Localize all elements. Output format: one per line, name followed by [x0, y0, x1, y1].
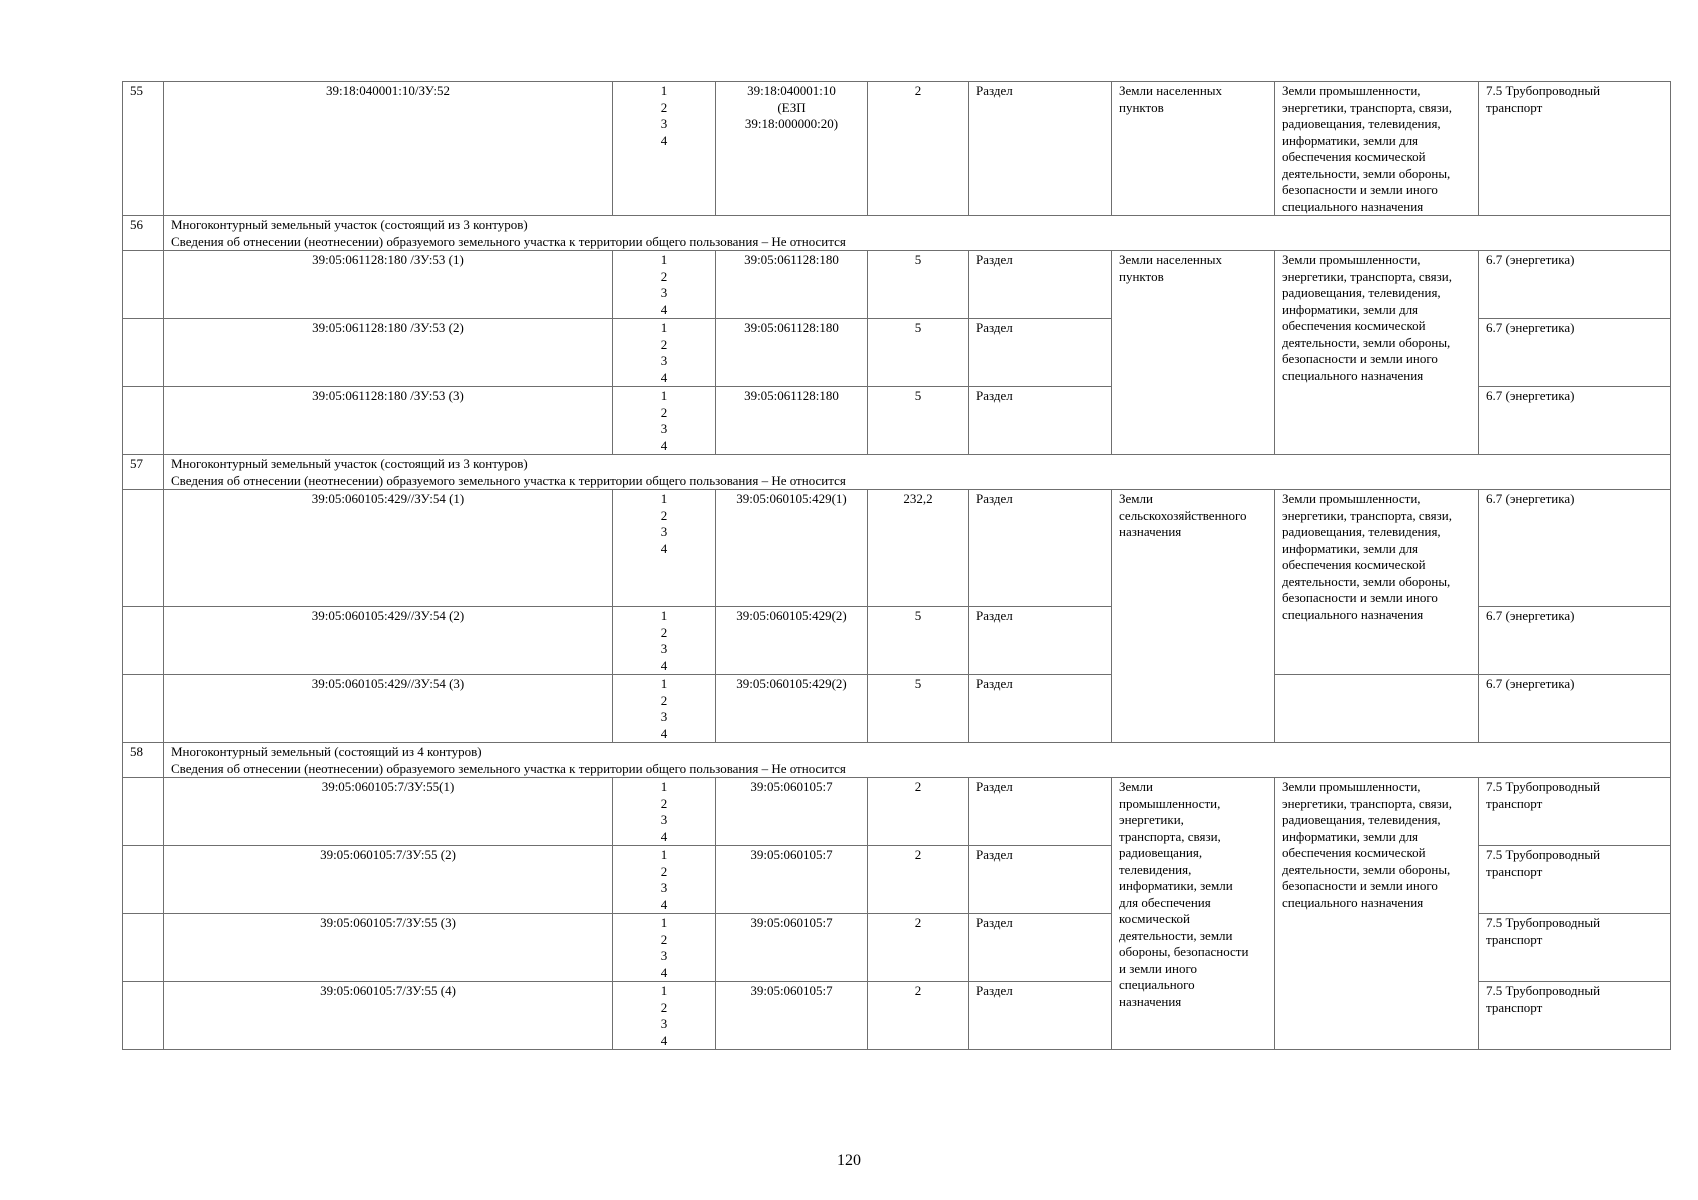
table-row — [123, 778, 1671, 846]
cadastral-number: 39:05:061128:180 /ЗУ:53 (1) — [164, 251, 613, 319]
points-list: 1 2 3 4 — [613, 914, 716, 982]
permitted-use: 7.5 Трубопроводный транспорт — [1479, 82, 1671, 216]
source-parcel: 39:05:060105:429(2) — [716, 675, 868, 743]
empty-cell — [123, 778, 164, 846]
page-number: 120 — [837, 1152, 861, 1169]
area-value: 2 — [868, 914, 969, 982]
permitted-use: 7.5 Трубопроводный транспорт — [1479, 846, 1671, 914]
table-group-header — [123, 216, 1671, 251]
land-category: Земли населенных пунктов — [1112, 82, 1275, 216]
group-description: Многоконтурный земельный (состоящий из 4 контуров) Сведения об отнесении (неотнесении) образуемого земельного участка к территории общего пользования – Не относится — [164, 743, 1671, 778]
target-land-category: Земли промышленности, энергетики, транспорта, связи, радиовещания, телевидения, информатики, земли для обеспечения космической деятельности, земли обороны, безопасности и земли иного специального назначения — [1275, 82, 1479, 216]
empty-cell — [123, 846, 164, 914]
target-land-category: Земли промышленности, энергетики, транспорта, связи, радиовещания, телевидения, информатики, земли для обеспечения космической деятельности, земли обороны, безопасности и земли иного специального назначения — [1275, 251, 1479, 455]
permitted-use: 7.5 Трубопроводный транспорт — [1479, 982, 1671, 1050]
source-parcel: 39:05:060105:7 — [716, 982, 868, 1050]
group-description: Многоконтурный земельный участок (состоящий из 3 контуров) Сведения об отнесении (неотнесении) образуемого земельного участка к территории общего пользования – Не относится — [164, 455, 1671, 490]
empty-cell — [123, 387, 164, 455]
area-value: 5 — [868, 607, 969, 675]
cadastral-number: 39:05:060105:7/ЗУ:55 (2) — [164, 846, 613, 914]
empty-cell — [123, 675, 164, 743]
source-parcel: 39:05:060105:7 — [716, 914, 868, 982]
source-parcel: 39:05:060105:7 — [716, 846, 868, 914]
area-value: 5 — [868, 675, 969, 743]
cadastral-number: 39:05:060105:429//ЗУ:54 (3) — [164, 675, 613, 743]
permitted-use: 6.7 (энергетика) — [1479, 319, 1671, 387]
permitted-use: 7.5 Трубопроводный транспорт — [1479, 778, 1671, 846]
points-list: 1 2 3 4 — [613, 387, 716, 455]
cadastral-number: 39:05:060105:429//ЗУ:54 (2) — [164, 607, 613, 675]
cadastral-number: 39:05:060105:429//ЗУ:54 (1) — [164, 490, 613, 607]
formation-method: Раздел — [969, 675, 1112, 743]
row-number: 56 — [123, 216, 164, 251]
points-list: 1 2 3 4 — [613, 982, 716, 1050]
empty-cell — [123, 319, 164, 387]
empty-cell — [123, 982, 164, 1050]
target-land-category: Земли промышленности, энергетики, транспорта, связи, радиовещания, телевидения, информатики, земли для обеспечения космической деятельности, земли обороны, безопасности и земли иного специального назначения — [1275, 490, 1479, 675]
points-list: 1 2 3 4 — [613, 607, 716, 675]
table-row — [123, 675, 1671, 743]
permitted-use: 6.7 (энергетика) — [1479, 251, 1671, 319]
area-value: 2 — [868, 846, 969, 914]
table-row — [123, 490, 1671, 607]
permitted-use: 7.5 Трубопроводный транспорт — [1479, 914, 1671, 982]
source-parcel: 39:05:061128:180 — [716, 251, 868, 319]
permitted-use: 6.7 (энергетика) — [1479, 675, 1671, 743]
permitted-use: 6.7 (энергетика) — [1479, 387, 1671, 455]
cadastral-number: 39:05:060105:7/ЗУ:55 (4) — [164, 982, 613, 1050]
table-group-header — [123, 743, 1671, 778]
formation-method: Раздел — [969, 914, 1112, 982]
empty-cell — [123, 607, 164, 675]
points-list: 1 2 3 4 — [613, 675, 716, 743]
area-value: 5 — [868, 251, 969, 319]
points-list: 1 2 3 4 — [613, 846, 716, 914]
formation-method: Раздел — [969, 251, 1112, 319]
points-list: 1 2 3 4 — [613, 251, 716, 319]
area-value: 2 — [868, 982, 969, 1050]
land-category: Земли сельскохозяйственного назначения — [1112, 490, 1275, 743]
formation-method: Раздел — [969, 319, 1112, 387]
area-value: 2 — [868, 778, 969, 846]
formation-method: Раздел — [969, 490, 1112, 607]
points-list: 1 2 3 4 — [613, 778, 716, 846]
formation-method: Раздел — [969, 607, 1112, 675]
row-number: 55 — [123, 82, 164, 216]
source-parcel: 39:05:061128:180 — [716, 319, 868, 387]
target-land-category: Земли промышленности, энергетики, транспорта, связи, радиовещания, телевидения, информатики, земли для обеспечения космической деятельности, земли обороны, безопасности и земли иного специального назначения — [1275, 778, 1479, 1050]
table-row — [123, 82, 1671, 216]
land-category: Земли населенных пунктов — [1112, 251, 1275, 455]
row-number: 57 — [123, 455, 164, 490]
cadastral-number: 39:05:060105:7/ЗУ:55(1) — [164, 778, 613, 846]
empty-cell — [123, 251, 164, 319]
formation-method: Раздел — [969, 387, 1112, 455]
points-list: 1 2 3 4 — [613, 490, 716, 607]
source-parcel: 39:05:061128:180 — [716, 387, 868, 455]
area-value: 5 — [868, 319, 969, 387]
source-parcel: 39:05:060105:429(1) — [716, 490, 868, 607]
area-value: 5 — [868, 387, 969, 455]
table-group-header — [123, 455, 1671, 490]
formation-method: Раздел — [969, 778, 1112, 846]
table-row — [123, 251, 1671, 319]
cadastral-number: 39:18:040001:10/ЗУ:52 — [164, 82, 613, 216]
permitted-use: 6.7 (энергетика) — [1479, 607, 1671, 675]
row-number: 58 — [123, 743, 164, 778]
cadastral-number: 39:05:061128:180 /ЗУ:53 (3) — [164, 387, 613, 455]
empty-cell — [123, 914, 164, 982]
group-description: Многоконтурный земельный участок (состоящий из 3 контуров) Сведения об отнесении (неотнесении) образуемого земельного участка к территории общего пользования – Не относится — [164, 216, 1671, 251]
source-parcel: 39:05:060105:429(2) — [716, 607, 868, 675]
formation-method: Раздел — [969, 846, 1112, 914]
permitted-use: 6.7 (энергетика) — [1479, 490, 1671, 607]
area-value: 2 — [868, 82, 969, 216]
cadastral-number: 39:05:061128:180 /ЗУ:53 (2) — [164, 319, 613, 387]
empty-cell — [123, 490, 164, 607]
land-plots-table — [122, 81, 1671, 1050]
source-parcel: 39:05:060105:7 — [716, 778, 868, 846]
points-list: 1 2 3 4 — [613, 319, 716, 387]
formation-method: Раздел — [969, 982, 1112, 1050]
empty-cell — [1275, 675, 1479, 743]
cadastral-number: 39:05:060105:7/ЗУ:55 (3) — [164, 914, 613, 982]
area-value: 232,2 — [868, 490, 969, 607]
formation-method: Раздел — [969, 82, 1112, 216]
source-parcel: 39:18:040001:10 (ЕЗП 39:18:000000:20) — [716, 82, 868, 216]
points-list: 1 2 3 4 — [613, 82, 716, 216]
land-category: Земли промышленности, энергетики, транспорта, связи, радиовещания, телевидения, информатики, земли для обеспечения космической деятельности, земли обороны, безопасности и земли иного специального назначения — [1112, 778, 1275, 1050]
